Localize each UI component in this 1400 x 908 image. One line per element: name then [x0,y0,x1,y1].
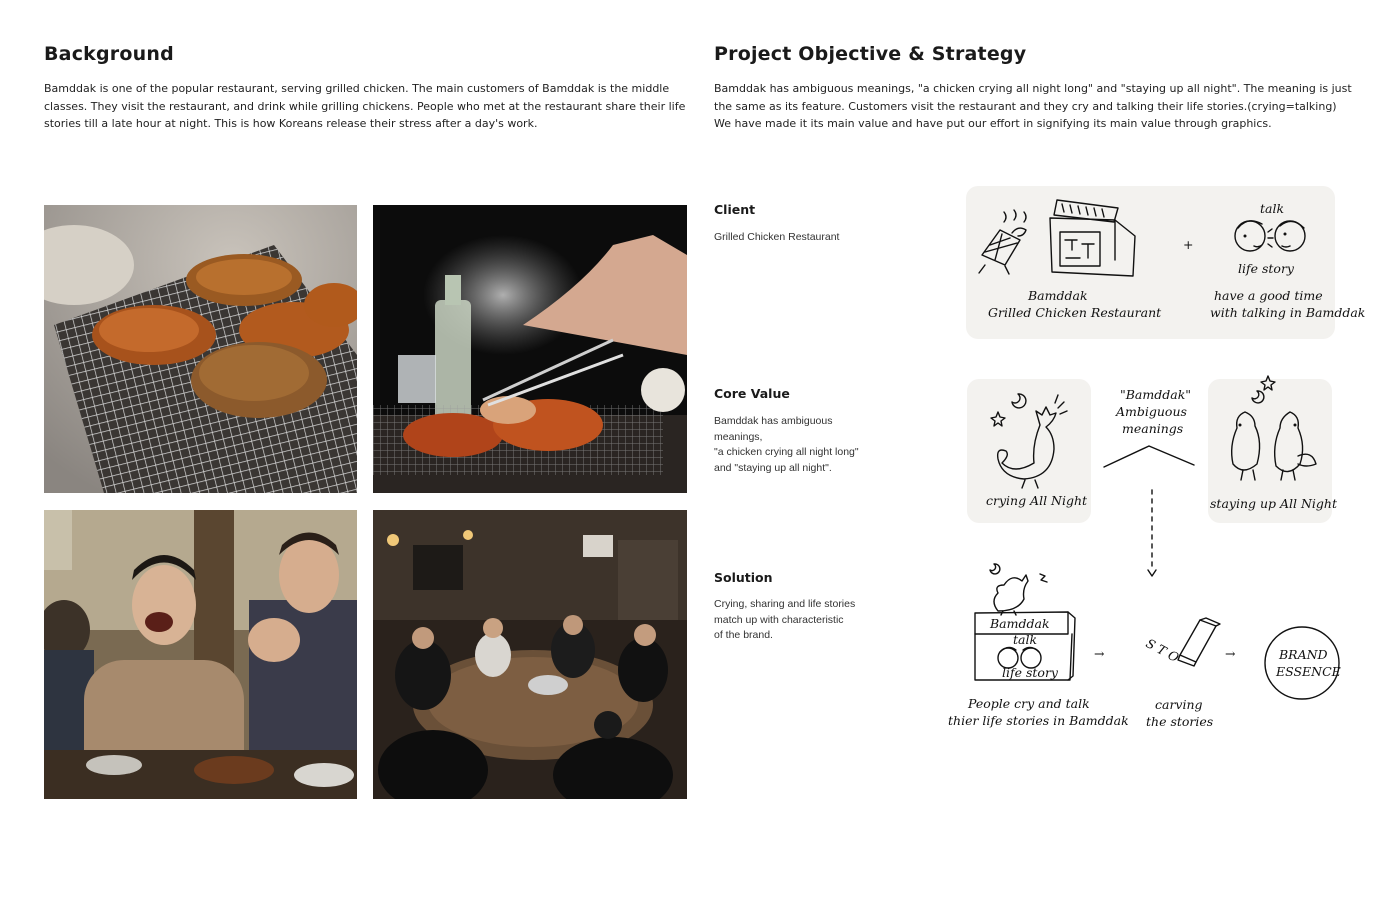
arrow-2: → [1225,646,1236,661]
talking-faces-icon [1235,221,1305,251]
client-label: Client [714,202,756,217]
objective-text: Bamddak has ambiguous meanings, "a chicken crying all night long" and "staying up all night". The meaning is just the same as its feature. Customers visit the restaurant and they cry and talking their life stories.(crying=talking) We have made it its main value and have put our effort in signifying its main value through graphics. [714,82,1352,130]
dashed-arrow-head [1148,570,1156,576]
staying-roosters-icon [1232,376,1316,480]
life-story-text: life story [1238,261,1294,276]
card1-caption-1: Bamddak [1028,288,1088,303]
eraser-chisel-icon [1178,618,1220,666]
shop-life-text: life story [1002,665,1058,680]
shop-talk-text: talk [1013,632,1038,647]
plus-sign: + [1183,237,1194,252]
arrow-1: → [1094,646,1105,661]
crying-rooster-icon [991,394,1067,488]
essence-text: ESSENCE [1276,664,1341,679]
card1-caption-4: with talking in Bamddak [1210,305,1366,320]
brand-essence-circle [1265,627,1339,699]
crying-caption: crying All Night [986,493,1088,508]
card1-caption-2: Grilled Chicken Restaurant [988,305,1162,320]
talk-text: talk [1260,201,1285,216]
shop-sign-text: Bamddak [990,616,1050,631]
meanings-text-2: Ambiguous [1116,404,1187,419]
carving-caption-1: carving [1155,697,1203,712]
staying-caption: staying up All Night [1210,496,1338,511]
objective-title: Project Objective & Strategy [714,43,1027,65]
meanings-bracket [1104,446,1194,467]
people-caption-2: thier life stories in Bamddak [948,713,1129,728]
people-caption-1: People cry and talk [968,696,1090,711]
meanings-text-1: "Bamddak" [1120,387,1192,402]
solution-text: Crying, sharing and life stories match up with characteristic of the brand. [714,598,856,641]
core-value-text: Bamddak has ambiguous meanings, "a chicken crying all night long" and "staying up all night". [714,415,859,474]
background-title: Background [44,43,174,65]
grilled-chicken-icon [979,210,1026,274]
background-text: Bamddak is one of the popular restaurant, serving grilled chicken. The main customers of Bamddak is the middle classes. They visit the restaurant, and drink while grilling chickens. People who met at the restaurant share their life stories till a late hour at night. This is how Koreans release their stress after a day's work. [44,82,686,130]
solution-label: Solution [714,570,773,585]
brand-text: BRAND [1279,647,1328,662]
sto-text: S T O [1143,635,1182,666]
meanings-text-3: meanings [1122,421,1184,436]
card1-caption-3: have a good time [1214,288,1323,303]
restaurant-building-icon [1050,200,1135,276]
core-value-label: Core Value [714,386,790,401]
client-text: Grilled Chicken Restaurant [714,231,840,243]
carving-caption-2: the stories [1146,714,1214,729]
